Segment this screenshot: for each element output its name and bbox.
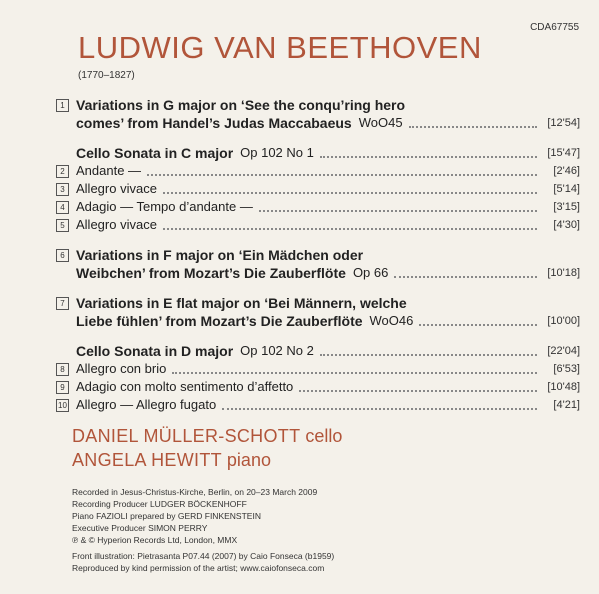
performer-name: ANGELA HEWITT — [72, 450, 222, 470]
track-duration: [3'15] — [553, 201, 580, 213]
performer-1 — [72, 424, 342, 448]
dot-leader — [222, 407, 537, 410]
track-title: Allegro — Allegro fugato — [76, 397, 217, 412]
track-9 — [56, 378, 580, 396]
work-opus: Op 102 No 2 — [240, 343, 314, 358]
track-title: Allegro vivace — [76, 217, 157, 232]
track-2 — [56, 162, 580, 180]
track-1 — [56, 96, 580, 132]
track-7 — [56, 294, 580, 330]
credits-block — [72, 486, 334, 574]
performer-2 — [72, 448, 342, 472]
track-title-line1: Variations in G major on ‘See the conqu’ring hero — [76, 97, 406, 113]
track-number: 7 — [56, 297, 69, 310]
composer-name: LUDWIG VAN BEETHOVEN — [78, 30, 482, 65]
dot-leader — [259, 209, 537, 212]
work-title: Cello Sonata in C major — [76, 145, 234, 161]
track-title: Adagio con molto sentimento d’affetto — [76, 379, 294, 394]
track-number: 2 — [56, 165, 69, 178]
work-duration: [22'04] — [547, 345, 580, 357]
composer-dates: (1770–1827) — [78, 70, 135, 81]
track-3 — [56, 180, 580, 198]
dot-leader — [299, 389, 537, 392]
dot-leader — [172, 371, 537, 374]
work-opus: Op 102 No 1 — [240, 145, 314, 160]
track-title: Adagio — Tempo d’andante — — [76, 199, 253, 214]
track-number: 9 — [56, 381, 69, 394]
track-duration: [12'54] — [547, 117, 580, 129]
credit-line: Reproduced by kind permission of the artist; www.caiofonseca.com — [72, 563, 325, 573]
track-number: 6 — [56, 249, 69, 262]
work-duration: [15'47] — [547, 147, 580, 159]
track-list — [56, 96, 580, 414]
track-title-line2: Weibchen’ from Mozart’s Die Zauberflöte — [76, 265, 346, 281]
catalog-number: CDA67755 — [530, 22, 579, 33]
track-opus: WoO45 — [358, 115, 403, 130]
dot-leader — [394, 275, 537, 278]
track-number: 3 — [56, 183, 69, 196]
track-opus: Op 66 — [352, 265, 389, 280]
dot-leader — [409, 125, 537, 128]
dot-leader — [320, 155, 537, 158]
performer-instrument: cello — [305, 426, 343, 446]
track-title: Allegro vivace — [76, 181, 157, 196]
track-title-line2: Liebe fühlen’ from Mozart’s Die Zauberflöte — [76, 313, 363, 329]
track-duration: [5'14] — [553, 183, 580, 195]
track-6 — [56, 246, 580, 282]
work-title: Cello Sonata in D major — [76, 343, 234, 359]
track-title-line1: Variations in E flat major on ‘Bei Männern, welche — [76, 295, 407, 311]
dot-leader — [163, 191, 537, 194]
track-4 — [56, 198, 580, 216]
track-title: Andante — — [76, 163, 142, 178]
track-duration: [2'46] — [553, 165, 580, 177]
dot-leader — [419, 323, 537, 326]
track-number: 4 — [56, 201, 69, 214]
track-duration: [10'48] — [547, 381, 580, 393]
credit-line: Piano FAZIOLI prepared by GERD FINKENSTEIN — [72, 511, 261, 521]
dot-leader — [163, 227, 537, 230]
track-title-line2: comes’ from Handel’s Judas Maccabaeus — [76, 115, 352, 131]
credit-line: Recorded in Jesus-Christus-Kirche, Berlin, on 20–23 March 2009 — [72, 487, 318, 497]
track-number: 1 — [56, 99, 69, 112]
credit-line: ℗ & © Hyperion Records Ltd, London, MMX — [72, 535, 238, 545]
credit-line: Front illustration: Pietrasanta P07.44 (2007) by Caio Fonseca (b1959) — [72, 551, 335, 561]
work-heading-sonata-d — [56, 342, 580, 360]
track-10 — [56, 396, 580, 414]
track-duration: [6'53] — [553, 363, 580, 375]
performer-name: DANIEL MÜLLER-SCHOTT — [72, 426, 301, 446]
performer-instrument: piano — [226, 450, 271, 470]
track-duration: [4'21] — [553, 399, 580, 411]
credit-line: Executive Producer SIMON PERRY — [72, 523, 208, 533]
track-number: 8 — [56, 363, 69, 376]
track-opus: WoO46 — [369, 313, 414, 328]
dot-leader — [320, 353, 537, 356]
track-title-line1: Variations in F major on ‘Ein Mädchen oder — [76, 247, 364, 263]
track-number: 5 — [56, 219, 69, 232]
track-duration: [4'30] — [553, 219, 580, 231]
track-title: Allegro con brio — [76, 361, 167, 376]
dot-leader — [147, 173, 537, 176]
track-duration: [10'18] — [547, 267, 580, 279]
performers — [72, 424, 342, 472]
track-number: 10 — [56, 399, 69, 412]
track-8 — [56, 360, 580, 378]
work-heading-sonata-c — [56, 144, 580, 162]
track-5 — [56, 216, 580, 234]
credit-line: Recording Producer LUDGER BÖCKENHOFF — [72, 499, 247, 509]
track-duration: [10'00] — [547, 315, 580, 327]
